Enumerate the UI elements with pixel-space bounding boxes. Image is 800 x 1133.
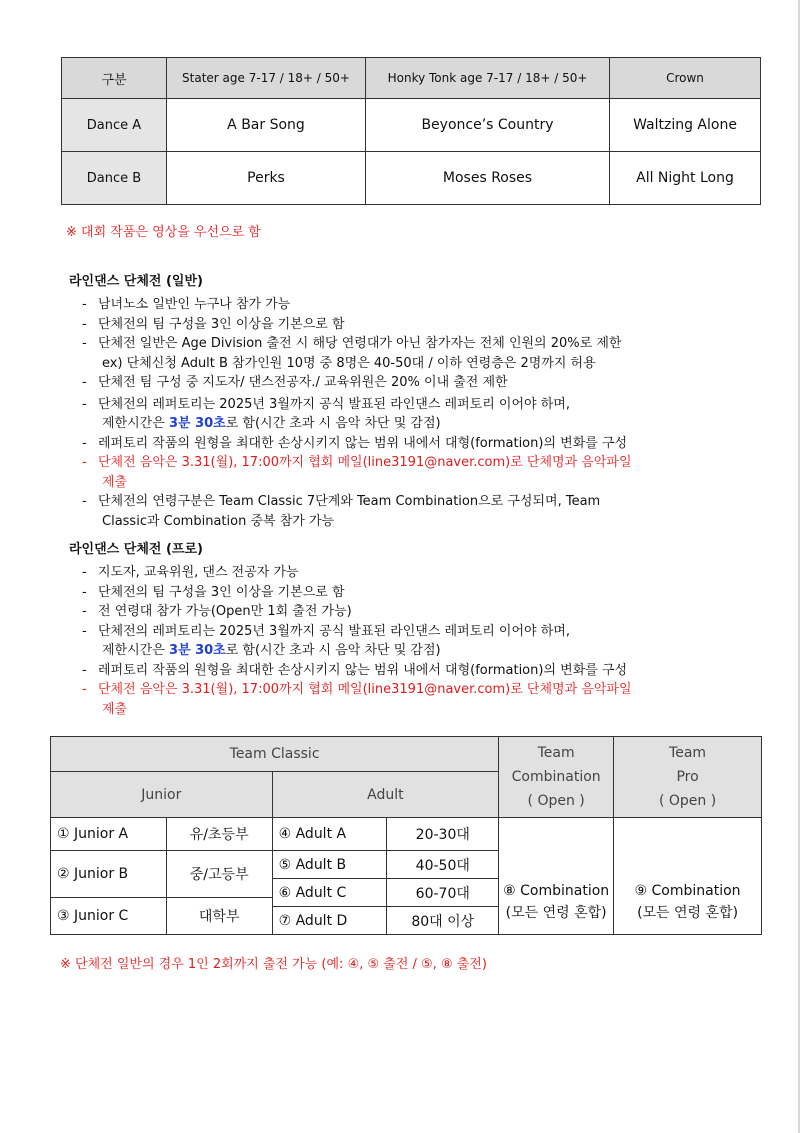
list-item: - 단체전의 레퍼토리는 2025년 3월까지 공식 발표된 라인댄스 레퍼토리 이어야 하며, 제한시간은 3분 30초로 함(시간 초과 시 음악 차단 및 감점) — [82, 395, 762, 434]
junior-c-age: 대학부 — [166, 898, 272, 935]
song-cell: All Night Long — [610, 152, 761, 205]
team-divisions-table — [50, 736, 762, 935]
list-item: - 레퍼토리 작품의 원형을 최대한 손상시키지 않는 범위 내에서 대형(formation)의 변화를 구성 — [82, 661, 762, 681]
adult-d-age: 80대 이상 — [387, 907, 499, 935]
list-item: - 단체전 음악은 3.31(월), 17:00까지 협회 메일(line3191@naver.com)로 단체명과 음악파일 제출 — [82, 680, 762, 719]
junior-b-age: 중/고등부 — [166, 851, 272, 898]
team-classic-header: Team Classic — [51, 737, 499, 772]
team-pro-header: Team Pro ( Open ) — [614, 737, 762, 818]
general-rules-list — [82, 295, 762, 531]
list-item: - 단체전의 팀 구성을 3인 이상을 기본으로 함 — [82, 583, 762, 603]
time-limit: 3분 30초 — [168, 643, 226, 658]
row-label: Dance A — [62, 99, 167, 152]
list-item: - 단체전의 레퍼토리는 2025년 3월까지 공식 발표된 라인댄스 레퍼토리 이어야 하며, 제한시간은 3분 30초로 함(시간 초과 시 음악 차단 및 감점) — [82, 622, 762, 661]
song-cell: Perks — [167, 152, 366, 205]
junior-a-age: 유/초등부 — [166, 818, 272, 851]
header-honky-tonk: Honky Tonk age 7-17 / 18+ / 50+ — [366, 58, 610, 99]
combination-cell: ⑧ Combination (모든 연령 혼합) — [499, 818, 614, 935]
repertoire-header-row — [62, 58, 761, 99]
list-item: - 레퍼토리 작품의 원형을 최대한 손상시키지 않는 범위 내에서 대형(formation)의 변화를 구성 — [82, 434, 762, 454]
table-row — [62, 152, 761, 205]
junior-a-label: ① Junior A — [51, 818, 167, 851]
junior-b-label: ② Junior B — [51, 851, 167, 898]
section-title-general: 라인댄스 단체전 (일반) — [69, 274, 203, 289]
list-item: - 단체전 음악은 3.31(월), 17:00까지 협회 메일(line3191@naver.com)로 단체명과 음악파일 제출 — [82, 453, 762, 492]
header-crown: Crown — [610, 58, 761, 99]
list-item: - 단체전 일반은 Age Division 출전 시 해당 연령대가 아닌 참가자는 전체 인원의 20%로 제한 ex) 단체신청 Adult B 참가인원 10명 중 8명은 40-50대 / 이하 연령층은 2명까지 허용 — [82, 334, 762, 373]
row-label: Dance B — [62, 152, 167, 205]
junior-c-label: ③ Junior C — [51, 898, 167, 935]
table-row — [62, 99, 761, 152]
header-stater: Stater age 7-17 / 18+ / 50+ — [167, 58, 366, 99]
list-item: - 지도자, 교육위원, 댄스 전공자 가능 — [82, 563, 762, 583]
song-cell: Waltzing Alone — [610, 99, 761, 152]
adult-a-age: 20-30대 — [387, 818, 499, 851]
adult-b-age: 40-50대 — [387, 851, 499, 879]
pro-combination-cell: ⑨ Combination (모든 연령 혼합) — [614, 818, 762, 935]
song-cell: Moses Roses — [366, 152, 610, 205]
junior-header: Junior — [51, 772, 273, 818]
time-limit: 3분 30초 — [168, 416, 226, 431]
list-item: - 단체전의 팀 구성을 3인 이상을 기본으로 함 — [82, 315, 762, 335]
song-cell: Beyonce’s Country — [366, 99, 610, 152]
list-item: - 남녀노소 일반인 누구나 참가 가능 — [82, 295, 762, 315]
section-title-pro: 라인댄스 단체전 (프로) — [69, 542, 203, 557]
repertoire-table — [61, 57, 761, 205]
table-row — [51, 818, 762, 851]
pro-rules-list — [82, 563, 762, 719]
adult-b-label: ⑤ Adult B — [272, 851, 387, 879]
entry-limit-note: ※ 단체전 일반의 경우 1인 2회까지 출전 가능 (예: ④, ⑤ 출전 / ⑤, ⑧ 출전) — [60, 957, 487, 972]
header-division: 구분 — [62, 58, 167, 99]
list-item: - 단체전 팀 구성 중 지도자/ 댄스전공자./ 교육위원은 20% 이내 출전 제한 — [82, 373, 762, 393]
team-combination-header: Team Combination ( Open ) — [499, 737, 614, 818]
song-cell: A Bar Song — [167, 99, 366, 152]
adult-header: Adult — [272, 772, 499, 818]
video-priority-note: ※ 대회 작품은 영상을 우선으로 함 — [66, 225, 261, 240]
list-item: - 단체전의 연령구분은 Team Classic 7단계와 Team Combination으로 구성되며, Team Classic과 Combination 중복 참가 가능 — [82, 492, 762, 531]
adult-a-label: ④ Adult A — [272, 818, 387, 851]
adult-c-age: 60-70대 — [387, 879, 499, 907]
list-item: - 전 연령대 참가 가능(Open만 1회 출전 가능) — [82, 602, 762, 622]
adult-d-label: ⑦ Adult D — [272, 907, 387, 935]
adult-c-label: ⑥ Adult C — [272, 879, 387, 907]
